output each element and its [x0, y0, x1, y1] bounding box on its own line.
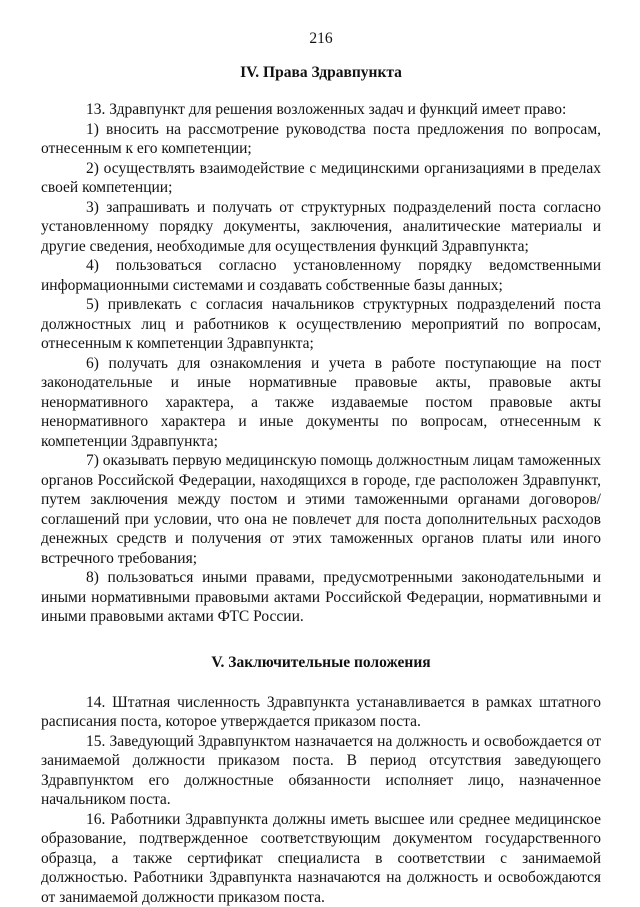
list-item-1: 1) вносить на рассмотрение руководства поста предложения по вопросам, отнесенным к его компетенции; [41, 120, 601, 159]
list-item-2: 2) осуществлять взаимодействие с медицинскими организациями в пределах своей компетенции; [41, 159, 601, 198]
list-item-7: 7) оказывать первую медицинскую помощь должностным лицам таможенных органов Российской Федерации, находящихся в городе, где расположен Здравпункт, путем заключения между постом и этими таможенными органами договоров/соглашений при условии, что она не повлечет для поста дополнительных расходов денежных средств и получения от этих таможенных органов платы или иного встречного требования; [41, 451, 601, 568]
document-page [41, 30, 601, 907]
paragraph-14: 14. Штатная численность Здравпункта устанавливается в рамках штатного расписания поста, которое утверждается приказом поста. [41, 693, 601, 732]
list-item-5: 5) привлекать с согласия начальников структурных подразделений поста должностных лиц и работников к осуществлению мероприятий по вопросам, отнесенным к компетенции Здравпункта; [41, 295, 601, 354]
paragraph-16: 16. Работники Здравпункта должны иметь высшее или среднее медицинское образование, подтвержденное соответствующим документом государственного образца, а также сертификат специалиста в соответствии с занимаемой должностью. Работники Здравпункта назначаются на должность и освобождаются от занимаемой должности приказом поста. [41, 810, 601, 907]
list-item-4: 4) пользоваться согласно установленному порядку ведомственными информационными системами и создавать собственные базы данных; [41, 256, 601, 295]
paragraph-15: 15. Заведующий Здравпунктом назначается на должность и освобождается от занимаемой должности приказом поста. В период отсутствия заведующего Здравпунктом его должностные обязанности исполняет лицо, назначенное начальником поста. [41, 732, 601, 810]
list-item-3: 3) запрашивать и получать от структурных подразделений поста согласно установленному порядку документы, заключения, аналитические материалы и другие сведения, необходимые для осуществления функций Здравпункта; [41, 198, 601, 257]
paragraph-13-intro: 13. Здравпункт для решения возложенных задач и функций имеет право: [41, 100, 601, 120]
page-number: 216 [41, 30, 601, 48]
list-item-6: 6) получать для ознакомления и учета в работе поступающие на пост законодательные и иные нормативные правовые акты, правовые акты ненормативного характера, а также издаваемые постом правовые акты ненормативного характера и иные документы по вопросам, отнесенным к компетенции Здравпункта; [41, 354, 601, 452]
section-4-title: IV. Права Здравпункта [41, 64, 601, 82]
section-5-title: V. Заключительные положения [41, 654, 601, 672]
list-item-8: 8) пользоваться иными правами, предусмотренными законодательными и иными нормативными правовыми актами Российской Федерации, нормативными и иными правовыми актами ФТС России. [41, 568, 601, 627]
